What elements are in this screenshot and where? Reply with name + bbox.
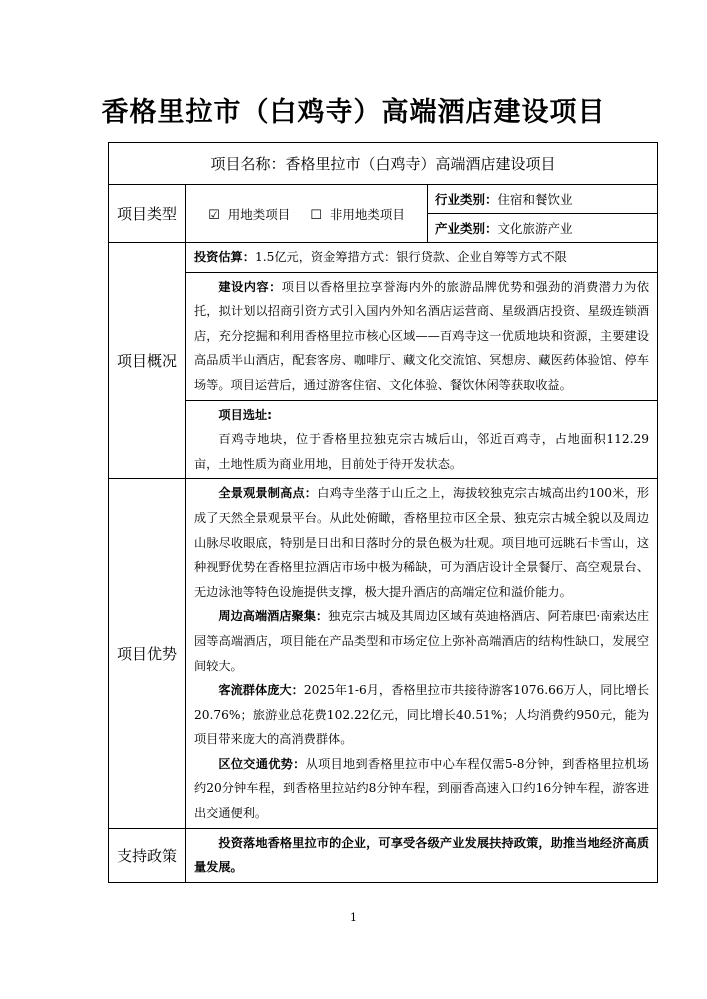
advantage-item [194,678,649,752]
site-text: 百鸡寺地块，位于香格里拉独克宗古城后山，邻近百鸡寺，占地面积112.29亩，土地性质为商业用地，目前处于待开发状态。 [194,432,650,471]
advantage-heading: 区位交通优势： [218,756,306,771]
advantages-cell [186,479,658,828]
unchecked-box-icon: ☐ [310,207,322,223]
industry-label: 行业类别： [435,192,498,207]
nonland-option [306,207,409,222]
advantage-heading: 客流群体庞大： [218,683,304,698]
overview-label: 项目概况 [109,243,186,479]
investment-cell [186,243,658,273]
advantage-item [194,604,649,678]
type-row-1 [109,185,658,214]
project-table [108,142,658,883]
sector-value: 文化旅游产业 [497,221,573,236]
policy-text: 投资落地香格里拉市的企业，可享受各级产业发展扶持政策，助推当地经济高质量发展。 [194,835,650,875]
advantage-text: 从项目地到香格里拉市中心车程仅需5-8分钟，到香格里拉机场约20分钟车程，到香格里拉站约8分钟车程，到丽香高速入口约16分钟车程，游客进出交通便利。 [194,756,650,821]
page-number: 1 [350,911,357,924]
land-option [204,207,294,222]
advantage-heading: 周边高端酒店聚集： [218,609,329,624]
sector-label: 产业类别： [435,221,498,236]
overview-row-3 [109,400,658,479]
overview-row-2 [109,272,658,400]
investment-label: 投资估算： [194,250,255,264]
advantage-item [194,481,649,604]
policy-cell [186,828,658,882]
project-name: 项目名称：香格里拉市（白鸡寺）高端酒店建设项目 [109,143,658,185]
advantage-text: 2025年1-6月，香格里拉市共接待游客1076.66万人，同比增长20.76%；旅游业总花费102.22亿元，同比增长40.51%；人均消费约950元，能为项目带来庞大的高消费群体。 [194,683,650,747]
sector-cell [428,214,658,243]
site-cell [186,400,658,479]
advantage-item [194,752,649,826]
content-cell [186,272,658,400]
header-row [109,143,658,185]
advantage-heading: 全景观景制高点： [218,486,318,501]
industry-cell [428,185,658,214]
advantage-text: 独克宗古城及其周边区域有英迪格酒店、阿若康巴·南索达庄园等高端酒店，项目能在产品类型和市场定位上弥补高端酒店的结构性缺口，发展空间较大。 [194,609,650,673]
investment-text: 1.5亿元，资金筹措方式：银行贷款、企业自筹等方式不限 [254,250,567,264]
advantages-row [109,479,658,828]
land-option-label: 用地类项目 [227,206,291,222]
policy-row [109,828,658,882]
nonland-option-label: 非用地类项目 [329,206,405,222]
policy-label: 支持政策 [109,828,186,882]
site-label: 项目选址: [218,407,273,422]
industry-value: 住宿和餐饮业 [497,192,573,207]
checked-box-icon: ☑ [208,207,220,223]
document-title: 香格里拉市（白鸡寺）高端酒店建设项目 [101,97,606,128]
content-label: 建设内容： [218,279,282,294]
advantage-text: 白鸡寺坐落于山丘之上，海拔较独克宗古城高出约100米，形成了天然全景观景平台。从此处俯瞰，香格里拉市区全景、独克宗古城全貌以及周边山脉尽收眼底，特别是日出和日落时分的景色极为壮观。项目地可远眺石卡雪山，这种视野优势在香格里拉酒店市场中极为稀缺，可为酒店设计全景餐厅、高空观景台、无边泳池等特色设施提供支撑，极大提升酒店的高端定位和溢价能力。 [194,486,650,599]
type-label: 项目类型 [109,185,186,243]
overview-row-1 [109,243,658,273]
type-options [186,185,428,243]
content-text: 项目以香格里拉享誉海内外的旅游品牌优势和强劲的消费潜力为依托，拟计划以招商引资方式引入国内外知名酒店运营商、星级酒店投资、星级连锁酒店，充分挖掘和利用香格里拉市核心区域——百鸡寺这一优质地块和资源，主要建设高品质半山酒店，配套客房、咖啡厅、藏文化交流馆、冥想房、藏医药体验馆、停车场等。项目运营后，通过游客住宿、文化体验、餐饮休闲等获取收益。 [194,279,650,392]
advantages-label: 项目优势 [109,479,186,828]
content-paragraph [194,275,649,398]
